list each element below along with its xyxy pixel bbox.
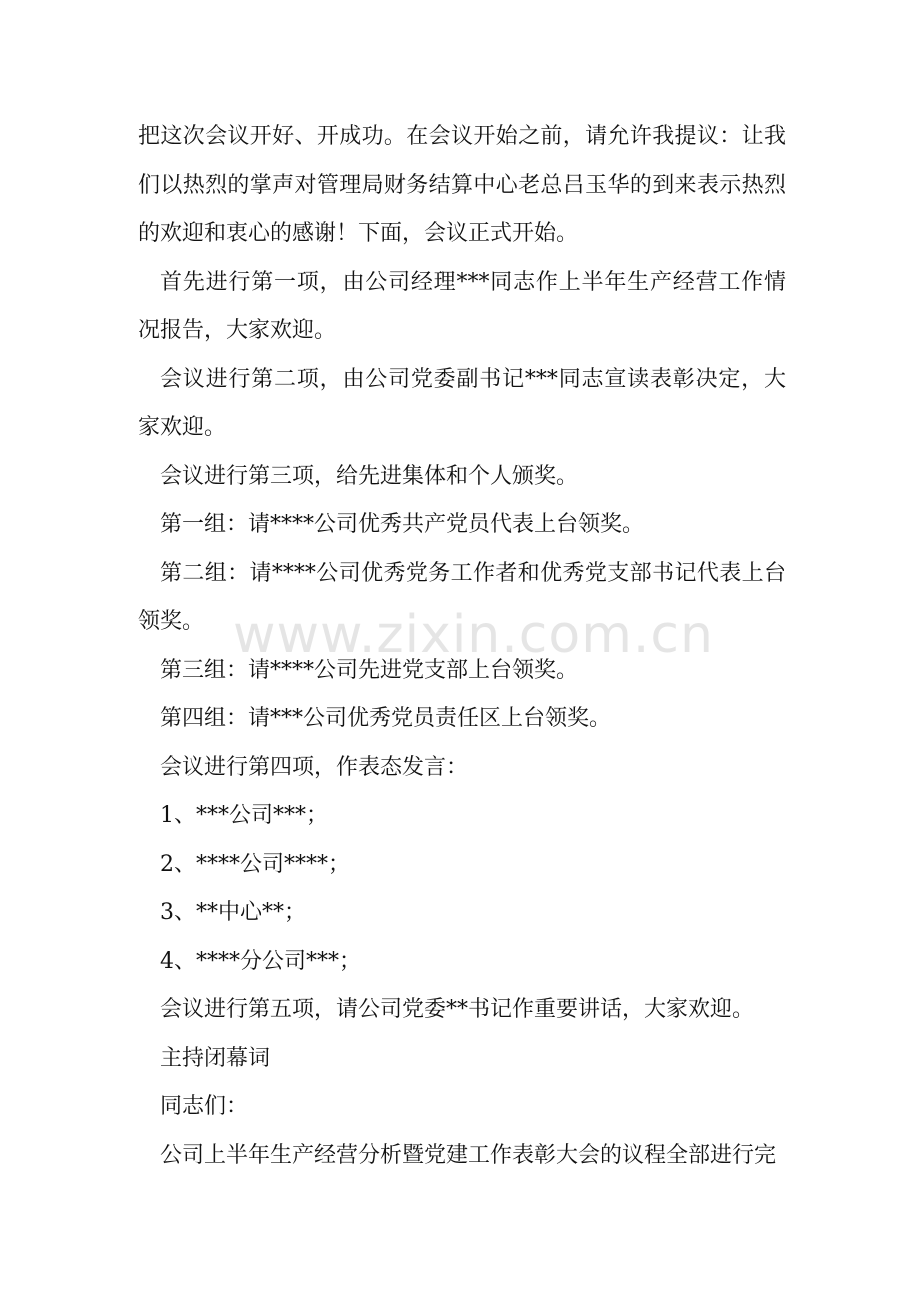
list-item-2: 2、****公司****； (160, 851, 350, 877)
paragraph-1: 把这次会议开好、开成功。在会议开始之前，请允许我提议：让我们以热烈的掌声对管理局财务结算中心老总吕玉华的到来表示热烈的欢迎和衷心的感谢！下面，会议正式开始。 (138, 124, 786, 246)
watermark-text: www.zixin.com.cn (233, 605, 714, 665)
paragraph-6: 第二组：请****公司优秀党务工作者和优秀党支部书记代表上台领奖。 (138, 560, 786, 634)
paragraph-10: 会议进行第五项，请公司党委**书记作重要讲话，大家欢迎。 (160, 997, 755, 1022)
paragraph-3: 会议进行第二项，由公司党委副书记***同志宣读表彰决定，大家欢迎。 (138, 366, 786, 440)
paragraph-5: 第一组：请****公司优秀共产党员代表上台领奖。 (160, 512, 645, 537)
section-heading: 主持闭幕词 (160, 1045, 271, 1071)
paragraph-7: 第三组：请****公司先进党支部上台领奖。 (160, 657, 579, 683)
salutation: 同志们： (160, 1094, 249, 1119)
paragraph-9: 会议进行第四项，作表态发言： (160, 754, 469, 780)
paragraph-2: 首先进行第一项，由公司经理***同志作上半年生产经营工作情况报告，大家欢迎。 (138, 269, 786, 343)
list-item-4: 4、****分公司***； (160, 948, 361, 974)
paragraph-8: 第四组：请***公司优秀党员责任区上台领奖。 (160, 706, 612, 731)
document-body (138, 113, 786, 1180)
list-item-3: 3、**中心**； (160, 900, 306, 925)
list-item-1: 1、***公司***； (160, 803, 328, 828)
paragraph-4: 会议进行第三项，给先进集体和个人颁奖。 (160, 463, 579, 489)
paragraph-11: 公司上半年生产经营分析暨党建工作表彰大会的议程全部进行完 (160, 1142, 777, 1168)
